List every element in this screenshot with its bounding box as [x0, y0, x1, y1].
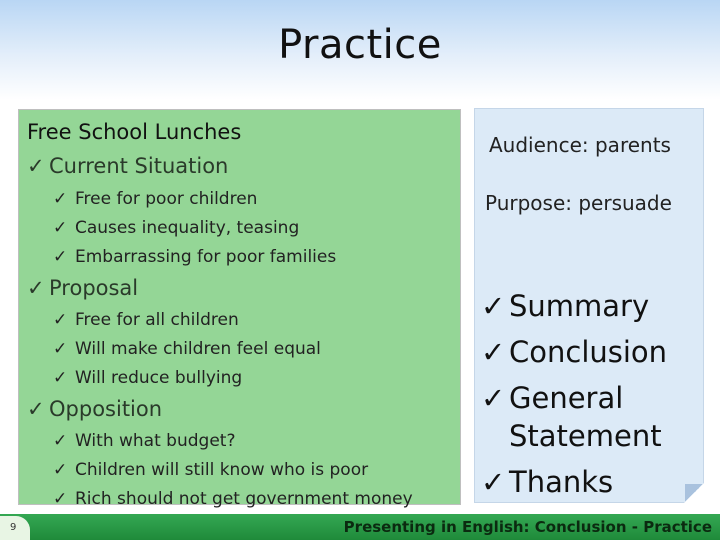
check-icon: ✓ — [27, 397, 45, 421]
section-opposition — [27, 397, 162, 421]
checklist-item: ✓ Conclusion — [481, 335, 668, 369]
check-icon: ✓ — [481, 381, 506, 415]
check-icon: ✓ — [53, 339, 68, 359]
list-item: ✓ Rich should not get government money — [53, 489, 413, 509]
outline-heading: Free School Lunches — [27, 120, 242, 144]
audience-label: Audience: parents — [489, 133, 671, 157]
check-icon: ✓ — [27, 154, 45, 178]
list-item: ✓ Children will still know who is poor — [53, 460, 369, 480]
checklist-item-continued: Statement — [509, 419, 662, 453]
list-item: ✓ Free for all children — [53, 310, 239, 330]
section-current-situation — [27, 154, 228, 178]
check-icon: ✓ — [53, 460, 68, 480]
section-label: Current Situation — [49, 154, 229, 178]
list-item: ✓ With what budget? — [53, 431, 236, 451]
check-icon: ✓ — [53, 310, 68, 330]
list-item: ✓ Will reduce bullying — [53, 368, 243, 388]
sticky-note — [474, 108, 704, 503]
slide-title: Practice — [278, 22, 442, 68]
section-label: Proposal — [49, 276, 139, 300]
check-icon: ✓ — [53, 368, 68, 388]
purpose-label: Purpose: persuade — [485, 191, 672, 215]
checklist-item: ✓ Summary — [481, 289, 650, 323]
list-item: ✓ Will make children feel equal — [53, 339, 321, 359]
checklist-item: ✓ Thanks — [481, 465, 614, 499]
check-icon: ✓ — [481, 465, 506, 499]
list-item: ✓ Causes inequality, teasing — [53, 218, 300, 238]
section-proposal — [27, 276, 138, 300]
page-curl-shade — [685, 484, 703, 502]
checklist-item: ✓ General — [481, 381, 624, 415]
slide-number: 9 — [10, 522, 17, 533]
check-icon: ✓ — [481, 289, 506, 323]
check-icon: ✓ — [27, 276, 45, 300]
check-icon: ✓ — [53, 247, 68, 267]
list-item: ✓ Free for poor children — [53, 189, 258, 209]
footer-text: Presenting in English: Conclusion - Practice — [343, 518, 712, 536]
section-label: Opposition — [49, 397, 163, 421]
content-box — [18, 109, 461, 509]
check-icon: ✓ — [53, 218, 68, 238]
check-icon: ✓ — [53, 431, 68, 451]
check-icon: ✓ — [53, 489, 68, 509]
check-icon: ✓ — [53, 189, 68, 209]
check-icon: ✓ — [481, 335, 506, 369]
list-item: ✓ Embarrassing for poor families — [53, 247, 337, 267]
